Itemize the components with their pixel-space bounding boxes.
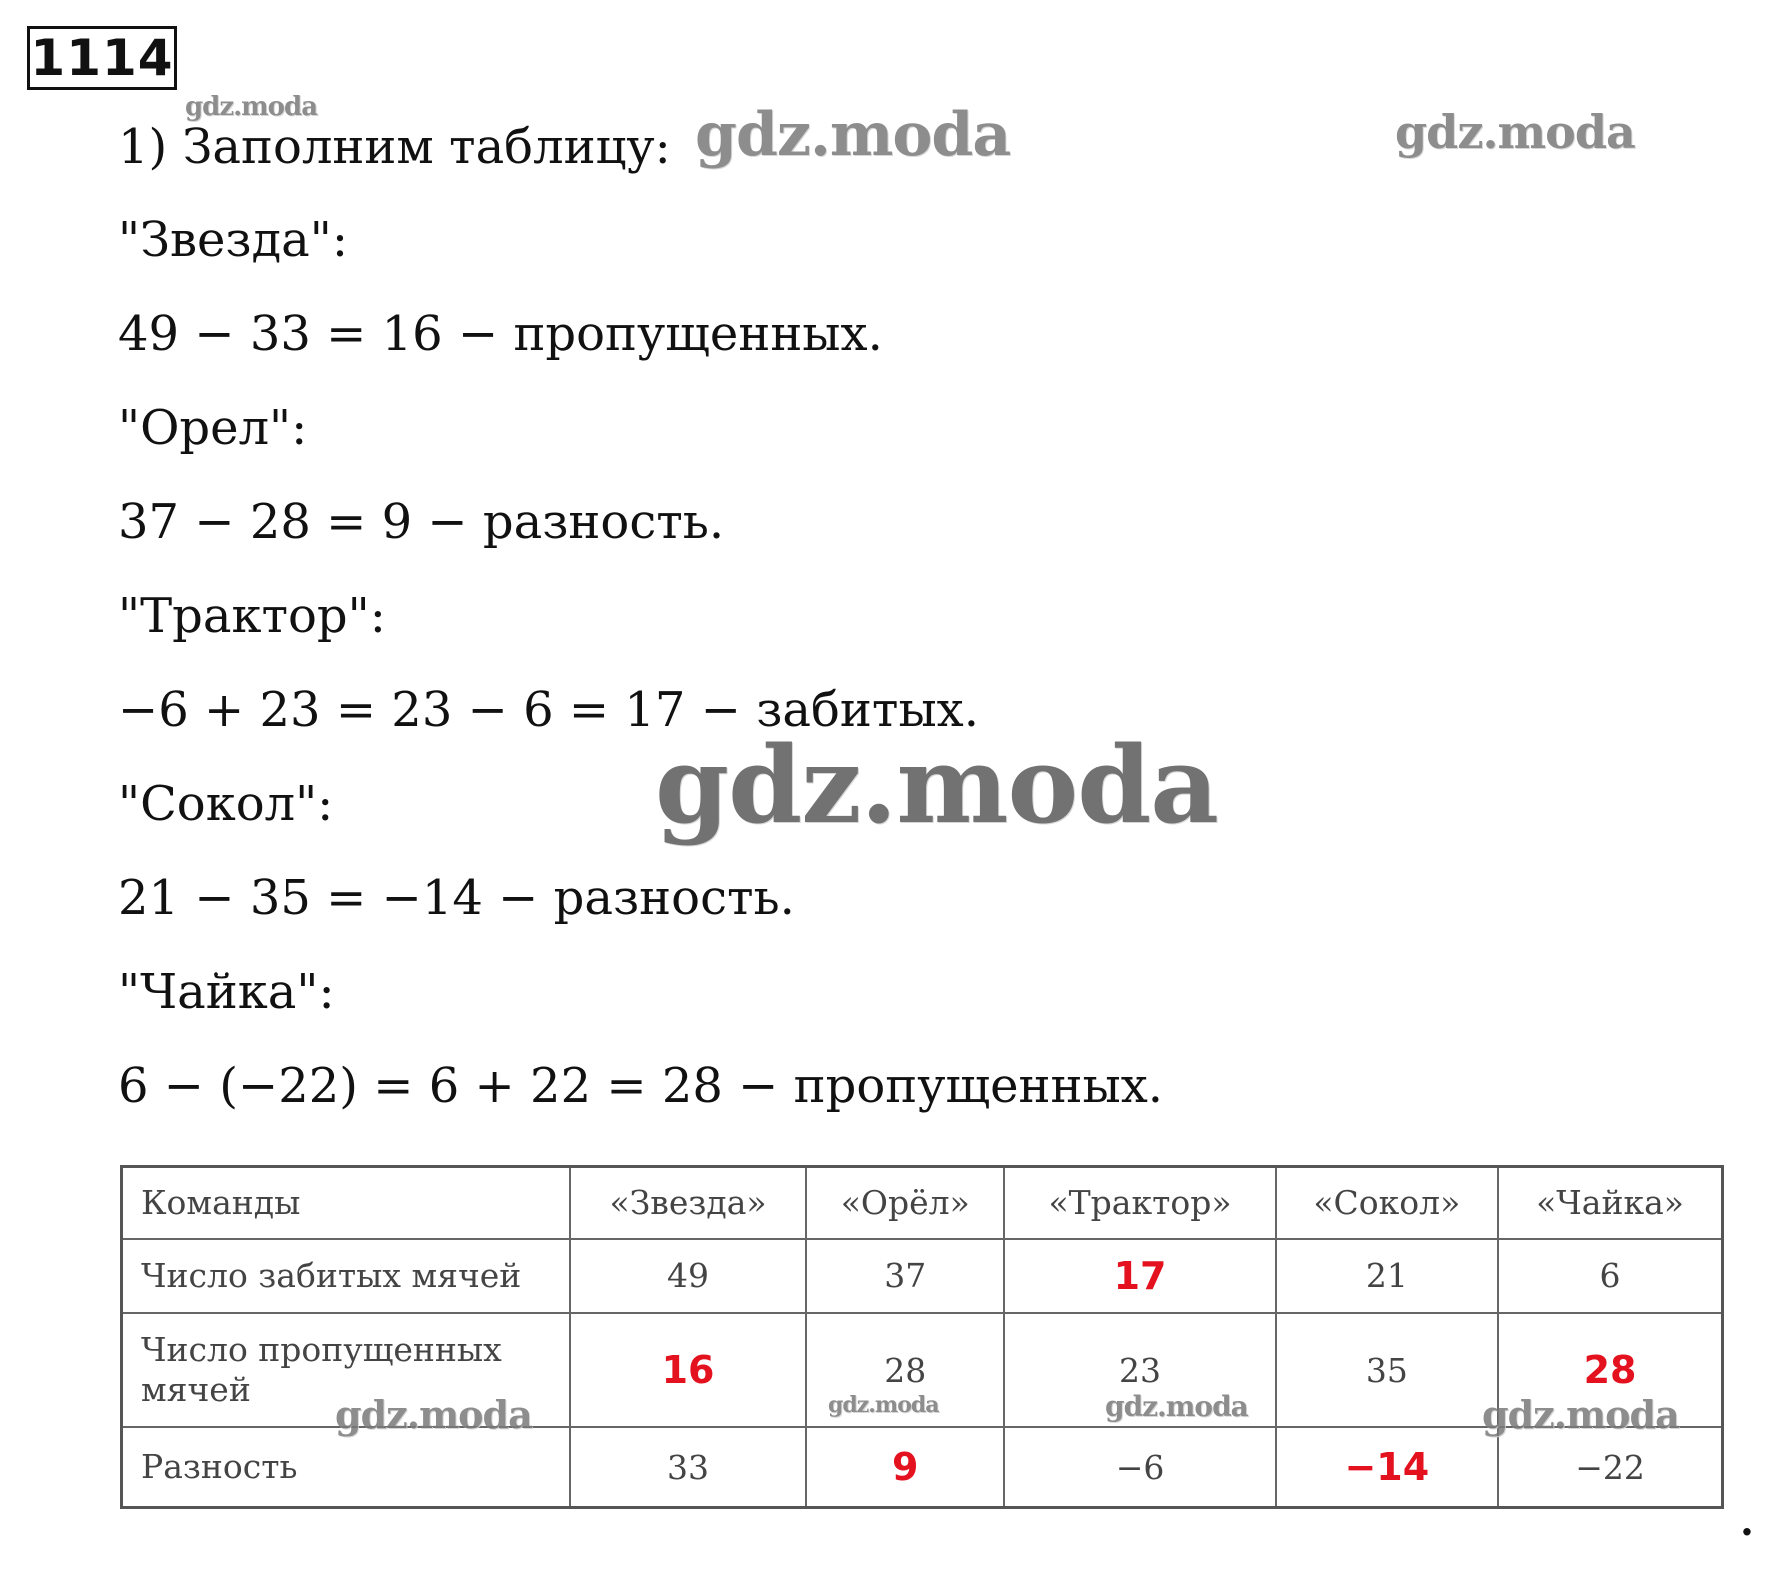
table-row (122, 1427, 1723, 1507)
table-cell: −6 (1004, 1427, 1275, 1507)
header-cell: «Орёл» (806, 1167, 1004, 1239)
table-cell: 33 (570, 1427, 806, 1507)
table-cell: 23 (1004, 1313, 1275, 1427)
table-cell: 37 (806, 1239, 1004, 1313)
header-cell: Команды (122, 1167, 571, 1239)
table-cell: 49 (570, 1239, 806, 1313)
team-label-chaika: "Чайка": (118, 964, 335, 1020)
calc-traktor: −6 + 23 = 23 − 6 = 17 − забитых. (118, 682, 979, 738)
table-cell: 21 (1276, 1239, 1498, 1313)
header-cell: «Чайка» (1498, 1167, 1722, 1239)
results-table (120, 1165, 1724, 1509)
header-cell: «Звезда» (570, 1167, 806, 1239)
watermark: gdz.moda (1395, 105, 1635, 159)
table-cell: −22 (1498, 1427, 1722, 1507)
trailing-period: . (1740, 1498, 1754, 1545)
table-cell: 35 (1276, 1313, 1498, 1427)
header-cell: «Сокол» (1276, 1167, 1498, 1239)
calc-zvezda: 49 − 33 = 16 − пропущенных. (118, 306, 883, 362)
calc-sokol: 21 − 35 = −14 − разность. (118, 870, 795, 926)
table-cell-answer: −14 (1276, 1427, 1498, 1507)
row-label: Число забитых мячей (122, 1239, 571, 1313)
team-label-zvezda: "Звезда": (118, 212, 349, 268)
problem-number: 1114 (27, 26, 177, 90)
table-cell-answer: 16 (570, 1313, 806, 1427)
row-label: Число пропущенных мячей (122, 1313, 571, 1427)
watermark: gdz.moda (185, 92, 318, 122)
watermark: gdz.moda (695, 100, 1011, 170)
watermark: gdz.moda (335, 1392, 532, 1437)
team-label-orel: "Орел": (118, 400, 308, 456)
watermark: gdz.moda (1482, 1392, 1679, 1437)
row-label: Разность (122, 1427, 571, 1507)
table-cell: 28 (806, 1313, 1004, 1427)
watermark: gdz.moda (828, 1392, 939, 1418)
calc-orel: 37 − 28 = 9 − разность. (118, 494, 725, 550)
table-cell-answer: 9 (806, 1427, 1004, 1507)
calc-chaika: 6 − (−22) = 6 + 22 = 28 − пропущенных. (118, 1058, 1164, 1114)
team-label-traktor: "Трактор": (118, 588, 386, 644)
watermark: gdz.moda (655, 722, 1218, 847)
table-cell: 6 (1498, 1239, 1722, 1313)
table-header-row (122, 1167, 1723, 1239)
team-label-sokol: "Сокол": (118, 776, 334, 832)
intro-line: 1) Заполним таблицу: (118, 119, 671, 175)
watermark: gdz.moda (1105, 1390, 1248, 1423)
table-row (122, 1239, 1723, 1313)
table-cell-answer: 28 (1498, 1313, 1722, 1427)
table-cell-answer: 17 (1004, 1239, 1275, 1313)
header-cell: «Трактор» (1004, 1167, 1275, 1239)
